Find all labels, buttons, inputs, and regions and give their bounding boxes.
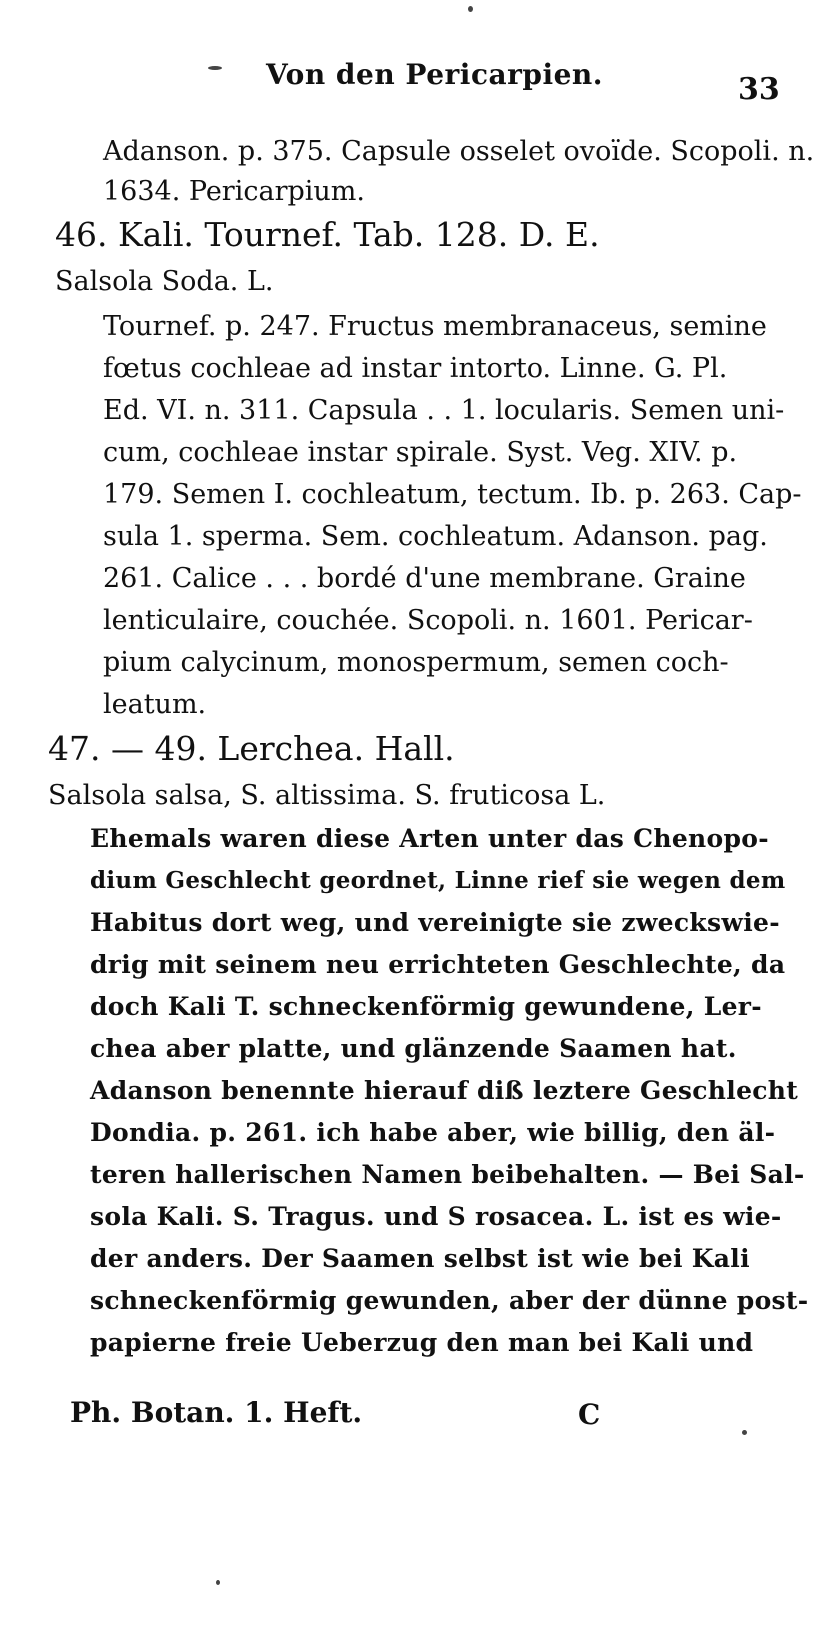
text-line: 179. Semen I. cochleatum, tectum. Ib. p. 263. Cap-	[103, 479, 802, 510]
print-speck	[468, 6, 473, 12]
text-line: Habitus dort weg, und vereinigte sie zweckswie-	[90, 908, 780, 937]
signature-mark: C	[578, 1398, 601, 1431]
text-line: 1634. Pericarpium.	[103, 176, 365, 207]
text-line: Adanson benennte hierauf diß leztere Geschlecht	[90, 1076, 799, 1105]
text-line: Ed. VI. n. 311. Capsula . . 1. locularis. Semen uni-	[103, 395, 785, 426]
text-line: Dondia. p. 261. ich habe aber, wie billig, den äl-	[90, 1118, 776, 1147]
text-line: fœtus cochleae ad instar intorto. Linne. G. Pl.	[103, 353, 728, 384]
text-line: drig mit seinem neu errichteten Geschlechte, da	[90, 950, 786, 979]
text-line: Salsola Soda. L.	[55, 266, 274, 297]
text-line: Salsola salsa, S. altissima. S. fruticosa L.	[48, 780, 606, 811]
text-line: der anders. Der Saamen selbst ist wie bei Kali	[90, 1244, 750, 1273]
text-line: Adanson. p. 375. Capsule osselet ovoïde. Scopoli. n.	[103, 136, 815, 167]
text-line: pium calycinum, monospermum, semen coch-	[103, 647, 729, 678]
genus-heading: 47. — 49. Lerchea. Hall.	[48, 729, 455, 768]
text-line: 261. Calice . . . bordé d'une membrane. Graine	[103, 563, 746, 594]
print-speck	[208, 66, 222, 70]
text-line: doch Kali T. schneckenförmig gewundene, Ler-	[90, 992, 762, 1021]
signature-line: Ph. Botan. 1. Heft.	[70, 1396, 363, 1429]
text-line: cum, cochleae instar spirale. Syst. Veg. XIV. p.	[103, 437, 738, 468]
text-line: sola Kali. S. Tragus. und S rosacea. L. ist es wie-	[90, 1202, 782, 1231]
print-speck	[742, 1430, 747, 1435]
text-line: teren hallerischen Namen beibehalten. — Bei Sal-	[90, 1160, 805, 1189]
text-line: Ehemals waren diese Arten unter das Chenopo-	[90, 824, 769, 853]
text-line: sula 1. sperma. Sem. cochleatum. Adanson. pag.	[103, 521, 768, 552]
text-line: Tournef. p. 247. Fructus membranaceus, semine	[103, 311, 767, 342]
text-line: dium Geschlecht geordnet, Linne rief sie wegen dem	[90, 867, 786, 894]
page-number: 33	[738, 72, 780, 107]
text-line: leatum.	[103, 689, 207, 720]
text-line: schneckenförmig gewunden, aber der dünne post-	[90, 1286, 809, 1315]
text-line: chea aber platte, und glänzende Saamen hat.	[90, 1034, 737, 1063]
print-speck	[216, 1580, 220, 1585]
genus-heading: 46. Kali. Tournef. Tab. 128. D. E.	[55, 215, 600, 254]
text-line: papierne freie Ueberzug den man bei Kali und	[90, 1328, 754, 1357]
running-header: Von den Pericarpien.	[266, 58, 604, 91]
text-line: lenticulaire, couchée. Scopoli. n. 1601. Pericar-	[103, 605, 753, 636]
